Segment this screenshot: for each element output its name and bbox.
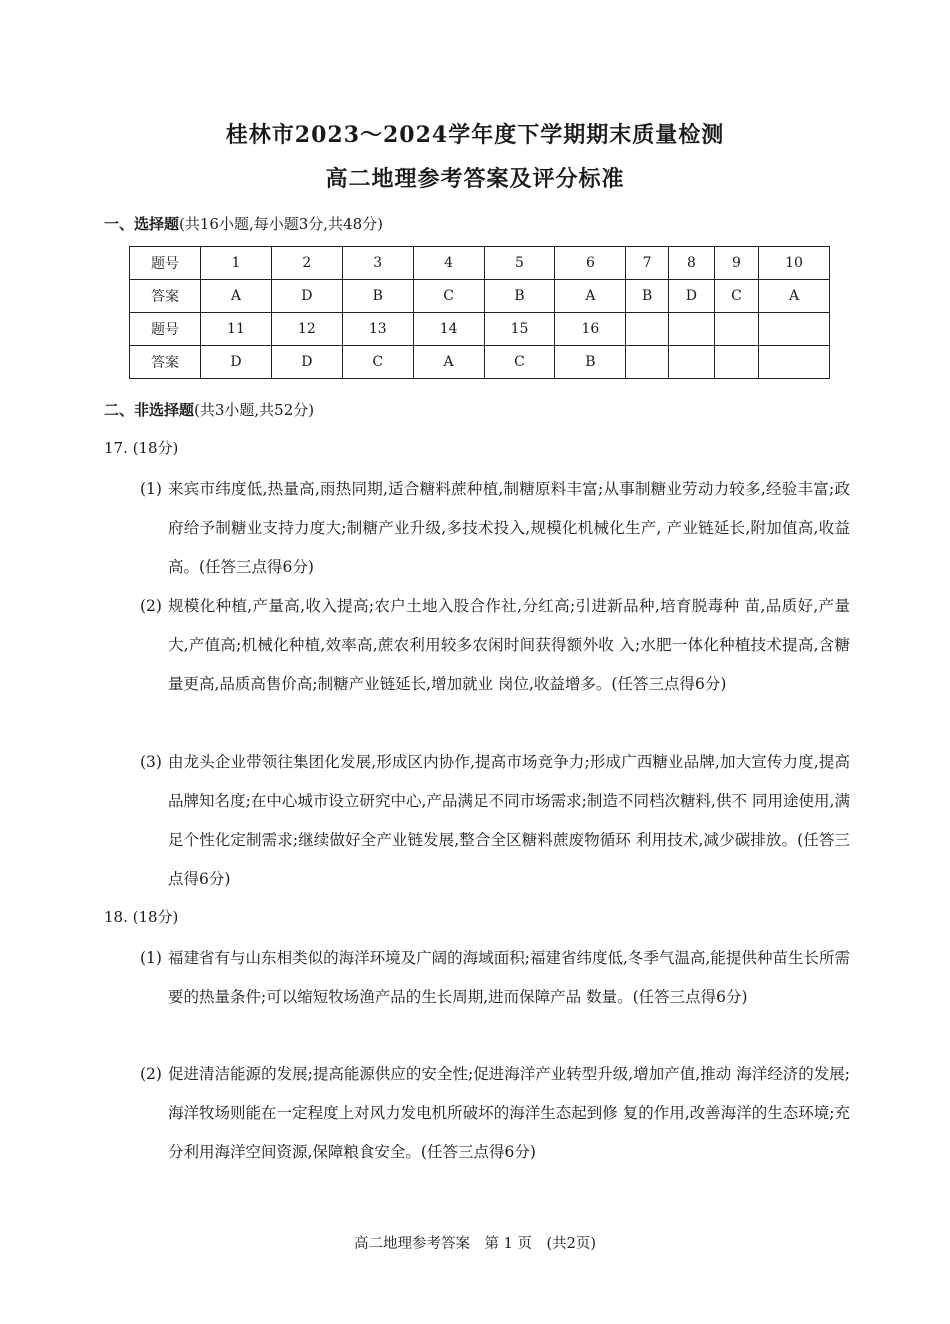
table-cell	[668, 313, 714, 346]
table-cell: A	[413, 346, 484, 379]
table-cell: B	[626, 280, 669, 313]
answer-table	[129, 246, 830, 379]
table-cell: D	[668, 280, 714, 313]
table-cell	[668, 346, 714, 379]
row-label: 答案	[130, 346, 201, 379]
table-cell: B	[484, 280, 555, 313]
table-cell: B	[342, 280, 413, 313]
table-cell: 14	[413, 313, 484, 346]
table-cell: C	[714, 280, 758, 313]
table-cell: 10	[759, 247, 830, 280]
table-cell	[714, 313, 758, 346]
table-cell: 1	[201, 247, 272, 280]
table-cell: C	[413, 280, 484, 313]
table-cell: D	[201, 346, 272, 379]
table-cell: B	[555, 346, 626, 379]
table-row	[130, 346, 830, 379]
table-row	[130, 313, 830, 346]
table-row	[130, 280, 830, 313]
table-cell: 12	[271, 313, 342, 346]
part-text: 促进清洁能源的发展;提高能源供应的安全性;促进海洋产业转型升级,增加产值,推动 海洋经济的发展;海洋牧场则能在一定程度上对风力发电机所破坏的海洋生态起到修 复的作用,改善海洋的生态环境;充分利用海洋空间资源,保障粮食安全。(任答三点得6分)	[168, 1065, 850, 1161]
section-1-title: 一、选择题	[104, 215, 180, 233]
table-cell: D	[271, 280, 342, 313]
table-cell	[759, 346, 830, 379]
table-cell: 16	[555, 313, 626, 346]
table-cell: 2	[271, 247, 342, 280]
table-cell: 11	[201, 313, 272, 346]
part-number: (2)	[140, 597, 162, 615]
section-2-title: 二、非选择题	[104, 401, 195, 419]
answer-17-3	[140, 743, 850, 899]
table-cell: A	[201, 280, 272, 313]
table-cell	[626, 313, 669, 346]
table-cell: 15	[484, 313, 555, 346]
table-cell: A	[759, 280, 830, 313]
table-cell: 3	[342, 247, 413, 280]
table-cell: A	[555, 280, 626, 313]
part-text: 规模化种植,产量高,收入提高;农户土地入股合作社,分红高;引进新品种,培育脱毒种 苗,品质好,产量大,产值高;机械化种植,效率高,蔗农利用较多农闲时间获得额外收 入;水肥一体化种植技术提高,含糖量更高,品质高售价高;制糖产业链延长,增加就业 岗位,收益增多。(任答三点得6分)	[168, 597, 850, 693]
row-label: 题号	[130, 247, 201, 280]
table-row	[130, 247, 830, 280]
part-number: (3)	[140, 753, 162, 771]
table-cell: D	[271, 346, 342, 379]
section-2-heading	[104, 399, 314, 420]
part-number: (2)	[140, 1065, 162, 1083]
question-17-heading: 17. (18分)	[104, 439, 179, 457]
page-subtitle: 高二地理参考答案及评分标准	[325, 166, 625, 192]
table-cell	[759, 313, 830, 346]
answer-17-2	[140, 587, 850, 704]
part-text: 福建省有与山东相类似的海洋环境及广阔的海域面积;福建省纬度低,冬季气温高,能提供种苗生长所需要的热量条件;可以缩短牧场渔产品的生长周期,进而保障产品 数量。(任答三点得6分)	[168, 949, 850, 1006]
row-label: 题号	[130, 313, 201, 346]
table-cell	[714, 346, 758, 379]
table-cell	[626, 346, 669, 379]
table-cell: C	[342, 346, 413, 379]
page-footer: 高二地理参考答案 第 1 页 (共2页)	[354, 1236, 596, 1252]
part-number: (1)	[140, 949, 162, 967]
table-cell: 5	[484, 247, 555, 280]
table-cell: 13	[342, 313, 413, 346]
question-18-heading: 18. (18分)	[104, 908, 179, 926]
section-1-heading	[104, 213, 383, 234]
table-cell: 7	[626, 247, 669, 280]
answer-18-2	[140, 1055, 850, 1172]
table-cell: 6	[555, 247, 626, 280]
table-cell: 9	[714, 247, 758, 280]
table-cell: C	[484, 346, 555, 379]
table-cell: 8	[668, 247, 714, 280]
row-label: 答案	[130, 280, 201, 313]
answer-18-1	[140, 939, 850, 1017]
answer-17-1	[140, 470, 850, 587]
part-number: (1)	[140, 480, 162, 498]
table-cell: 4	[413, 247, 484, 280]
part-text: 来宾市纬度低,热量高,雨热同期,适合糖料蔗种植,制糖原料丰富;从事制糖业劳动力较多,经验丰富;政府给予制糖业支持力度大;制糖产业升级,多技术投入,规模化机械化生产, 产业链延长,附加值高,收益高。(任答三点得6分)	[168, 480, 850, 576]
page-title: 桂林市2023～2024学年度下学期期末质量检测	[225, 122, 725, 148]
section-2-note: (共3小题,共52分)	[194, 401, 315, 419]
section-1-note: (共16小题,每小题3分,共48分)	[179, 215, 383, 233]
part-text: 由龙头企业带领往集团化发展,形成区内协作,提高市场竞争力;形成广西糖业品牌,加大宣传力度,提高品牌知名度;在中心城市设立研究中心,产品满足不同市场需求;制造不同档次糖料,供不 同用途使用,满足个性化定制需求;继续做好全产业链发展,整合全区糖料蔗废物循环 利用技术,减少碳排放。(任答三点得6分)	[168, 753, 850, 888]
